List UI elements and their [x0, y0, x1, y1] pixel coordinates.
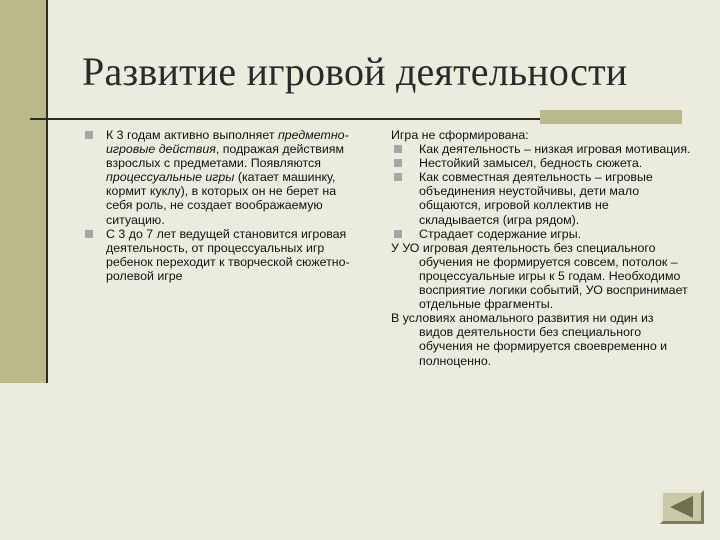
previous-slide-button[interactable] — [660, 490, 704, 524]
item-text: С 3 до 7 лет ведущей становится игровая деятельность, от процессуальных игр ребенок переходит к творческой сюжетно-ролевой игре — [106, 226, 350, 283]
paragraph-uo: У УО игровая деятельность без специального обучения не формируется совсем, потолок – процессуальные игры к 5 годам. Необходимо восприятие логики событий, УО воспринимает отдельные фрагменты. — [391, 240, 688, 312]
item-text: , подражая действиям взрослых с предметами. Появляются — [106, 142, 345, 171]
list-item — [391, 170, 691, 226]
left-decor-band — [0, 0, 46, 383]
square-bullet-icon — [85, 230, 93, 238]
square-bullet-icon — [394, 230, 402, 238]
item-text: Как совместная деятельность – игровые объединения неустойчивы, дети мало общаются, игровой коллектив не складывается (игра рядом). — [419, 170, 653, 227]
item-text: К 3 годам активно выполняет — [106, 128, 278, 142]
item-text: (катает машинку, кормит куклу), в которых он не берет на себя роль, не создает воображаемую ситуацию. — [106, 170, 337, 227]
triangle-left-icon — [663, 493, 701, 521]
right-heading: Игра не сформирована: — [391, 128, 529, 142]
title-accent-bar — [540, 110, 682, 124]
slide-title: Развитие игровой деятельности — [82, 49, 628, 94]
list-item — [391, 227, 691, 241]
left-column — [84, 128, 366, 283]
paragraph-anomalous: В условиях аномального развития ни один из видов деятельности без специального обучения не формируется своевременно и полноценно. — [391, 311, 668, 368]
square-bullet-icon — [394, 173, 402, 181]
list-item — [84, 227, 366, 283]
square-bullet-icon — [394, 145, 402, 153]
list-item — [391, 156, 691, 170]
square-bullet-icon — [394, 159, 402, 167]
term-object-play-actions: предметно-игровые действия — [106, 128, 349, 157]
square-bullet-icon — [85, 131, 93, 139]
item-text: Страдает содержание игры. — [419, 226, 582, 241]
term-process-games: процессуальные игры — [106, 170, 235, 185]
list-item — [84, 128, 366, 227]
left-decor-line — [46, 0, 48, 383]
list-item — [391, 142, 691, 156]
item-text: Нестойкий замысел, бедность сюжета. — [419, 156, 643, 171]
item-text: Как деятельность – низкая игровая мотивация. — [419, 142, 691, 157]
right-column — [391, 128, 691, 368]
